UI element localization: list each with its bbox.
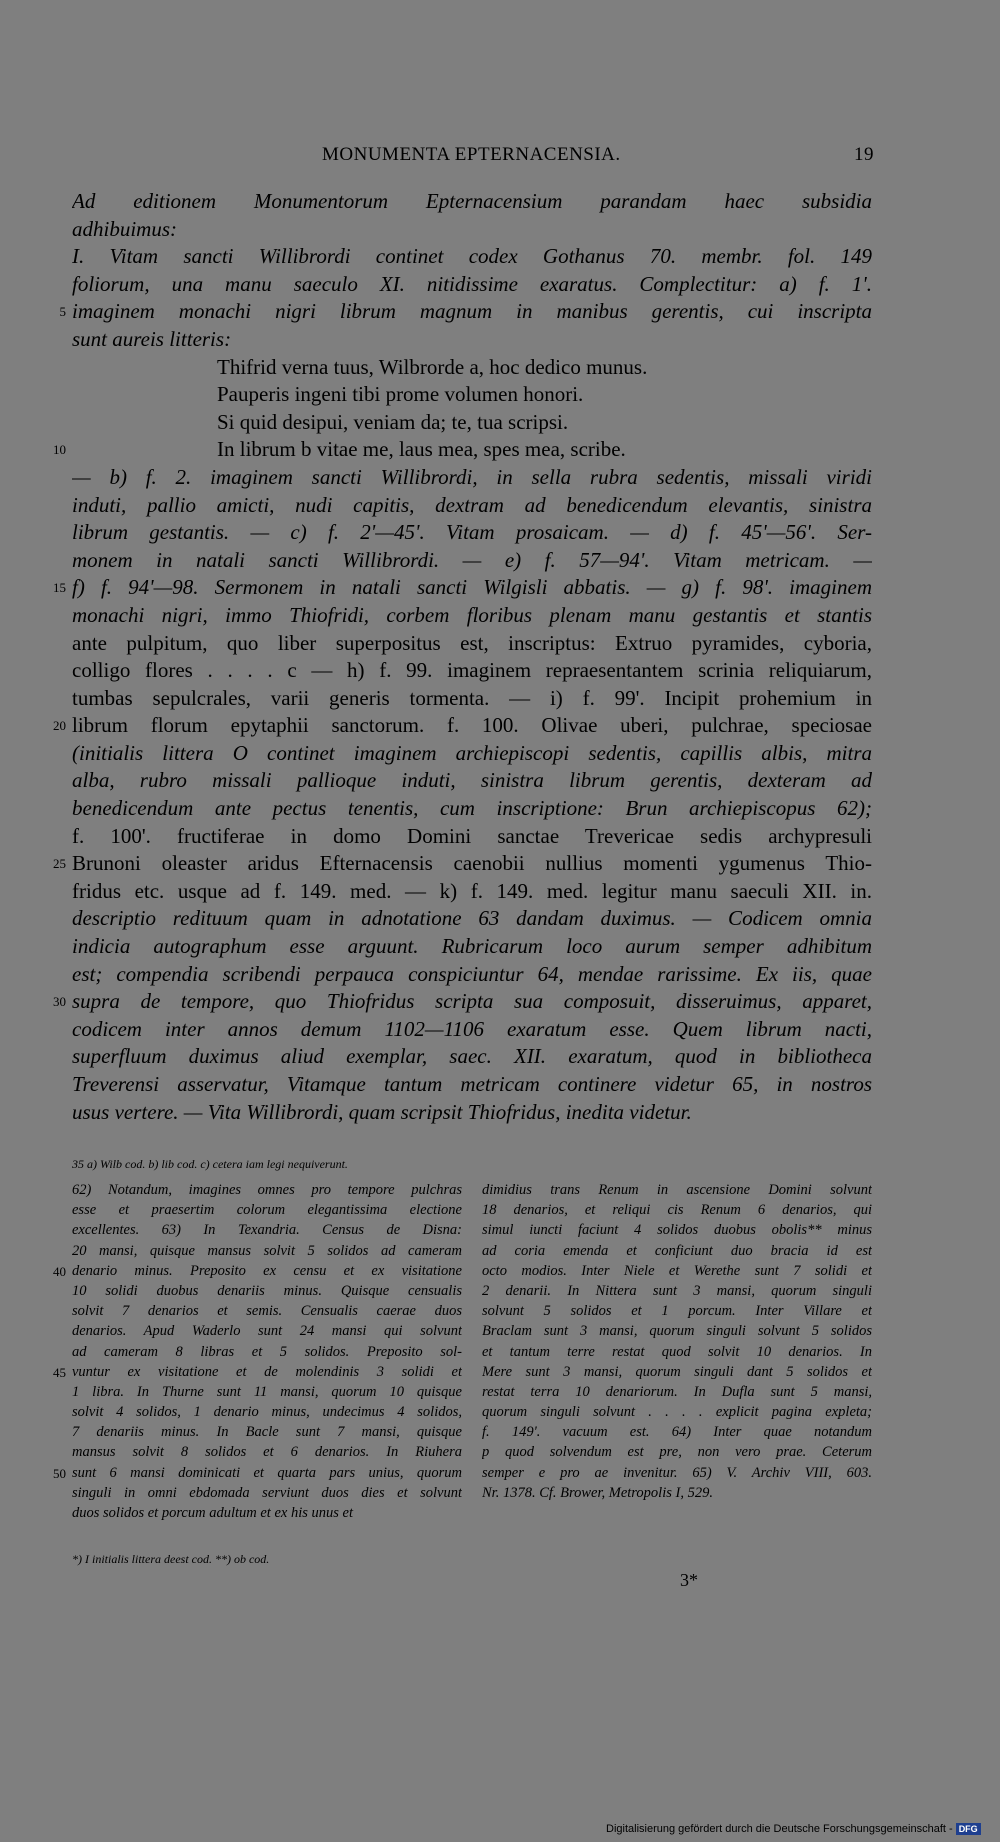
line-number: 25 xyxy=(53,856,66,872)
text-line: indicia autographum esse arguunt. Rubricarum loco aurum semper adhibitum xyxy=(72,934,872,959)
text-line: alba, rubro missali pallioque induti, sinistra librum gerentis, dexteram ad xyxy=(72,768,872,793)
page-number: 19 xyxy=(854,144,874,165)
text-line: librum florum epytaphii sanctorum. f. 100. Olivae uberi, pulchrae, speciosae xyxy=(72,713,872,738)
note-line: ad cameram 8 libras et 5 solidos. Preposito sol- xyxy=(72,1343,462,1360)
notes-left-column xyxy=(72,1180,462,1523)
text-line: colligo flores . . . . c — h) f. 99. imaginem repraesentantem scrinia reliquiarum, xyxy=(72,658,872,683)
text-line: codicem inter annos demum 1102—1106 exaratum esse. Quem librum nacti, xyxy=(72,1016,872,1041)
text-line: foliorum, una manu saeculo XI. nitidissime exaratus. Complectitur: a) f. 1'. xyxy=(72,271,872,296)
note-line: solvit 7 denarios et semis. Censualis caerae duos xyxy=(72,1303,462,1320)
text-line: descriptio redituum quam in adnotatione 63 dandam duximus. — Codicem omnia xyxy=(72,906,872,931)
text-line: Thifrid verna tuus, Wilbrorde a, hoc dedico munus. xyxy=(217,354,648,379)
text-line: Si quid desipui, veniam da; te, tua scripsi. xyxy=(217,409,569,434)
note-line: denarios. Apud Waderlo sunt 24 mansi qui solvunt xyxy=(72,1323,462,1340)
text-line: monachi nigri, immo Thiofridi, corbem floribus plenam manu gestantis et stantis xyxy=(72,602,872,627)
note-line: Mere sunt 3 mansi, quorum singuli dant 5 solidos et xyxy=(482,1363,872,1380)
note-line: 2 denarii. In Nittera sunt 3 mansi, quorum singuli xyxy=(482,1282,872,1299)
note-line: 18 denarios, et reliqui cis Renum 6 denarios, qui xyxy=(482,1202,872,1219)
note-line: p quod solvendum est pre, non vero prae. Ceterum xyxy=(482,1444,872,1461)
note-line: quorum singuli solvunt . . . . explicit pagina expleta; xyxy=(482,1404,872,1421)
text-line: adhibuimus: xyxy=(72,216,177,241)
note-line: semper e pro ae invenitur. 65) V. Archiv VIII, 603. xyxy=(482,1464,872,1481)
note-line: et tantum terre restat quod solvit 10 denarios. In xyxy=(482,1343,872,1360)
text-line: f. 100'. fructiferae in domo Domini sanctae Trevericae sedis archypresuli xyxy=(72,823,872,848)
footnotes-stars: *) I initialis littera deest cod. **) ob cod. xyxy=(72,1552,270,1566)
text-line: tumbas sepulcrales, varii generis tormenta. — i) f. 99'. Incipit prohemium in xyxy=(72,685,872,710)
line-number: 10 xyxy=(53,442,66,458)
text-line: sunt aureis litteris: xyxy=(72,326,232,351)
text-line: ante pulpitum, quo liber superpositus est, inscriptus: Extruo pyramides, cyboria, xyxy=(72,630,872,655)
note-line: mansus solvit 8 solidos et 6 denarios. In Riuhera xyxy=(72,1444,462,1461)
line-number: 5 xyxy=(59,304,66,320)
text-line: Pauperis ingeni tibi prome volumen honori. xyxy=(217,382,584,407)
line-number: 50 xyxy=(53,1465,66,1481)
text-line: induti, pallio amicti, nudi capitis, dextram ad benedicendum elevantis, sinistra xyxy=(72,492,872,517)
signature-mark: 3* xyxy=(680,1570,698,1590)
note-line: excellentes. 63) In Texandria. Census de Disna: xyxy=(72,1222,462,1239)
note-line: duos solidos et porcum adultum et ex his unus et xyxy=(72,1505,353,1521)
line-number: 30 xyxy=(53,994,66,1010)
text-line: librum gestantis. — c) f. 2'—45'. Vitam prosaicam. — d) f. 45'—56'. Ser- xyxy=(72,520,872,545)
text-line: est; compendia scribendi perpauca conspiciuntur 64, mendae rarissime. Ex iis, quae xyxy=(72,961,872,986)
footnotes-letters: 35 a) Wilb cod. b) lib cod. c) cetera iam legi nequiverunt. xyxy=(72,1157,348,1171)
dfg-logo: DFG xyxy=(956,1823,981,1835)
note-line: f. 149'. vacuum est. 64) Inter quae notandum xyxy=(482,1424,872,1441)
note-line: solvunt 5 solidos et 1 porcum. Inter Villare et xyxy=(482,1303,872,1320)
text-line: benedicendum ante pectus tenentis, cum inscriptione: Brun archiepiscopus 62); xyxy=(72,796,872,821)
note-line: singuli in omni ebdomada serviunt duos dies et solvunt xyxy=(72,1484,462,1501)
note-line: Nr. 1378. Cf. Brower, Metropolis I, 529. xyxy=(482,1484,713,1501)
line-number: 45 xyxy=(53,1364,66,1380)
line-number: 40 xyxy=(53,1263,66,1279)
note-line: ad coria emenda et conficiunt duo bracia id est xyxy=(482,1242,872,1259)
text-line: imaginem monachi nigri librum magnum in manibus gerentis, cui inscripta xyxy=(72,299,872,324)
text-line: Ad editionem Monumentorum Epternacensium parandam haec subsidia xyxy=(72,189,872,213)
text-line: supra de tempore, quo Thiofridus scripta sua composuit, disseruimus, apparet, xyxy=(72,989,872,1014)
note-line: denario minus. Preposito ex censu et ex visitatione xyxy=(72,1262,462,1279)
note-line: 1 libra. In Thurne sunt 11 mansi, quorum 10 quisque xyxy=(72,1383,462,1400)
text-line: usus vertere. — Vita Willibrordi, quam scripsit Thiofridus, inedita videtur. xyxy=(72,1099,692,1124)
line-number: 20 xyxy=(53,718,66,734)
text-line: superfluum duximus aliud exemplar, saec. XII. exaratum, quod in bibliotheca xyxy=(72,1044,872,1069)
editorial-notes xyxy=(72,1180,872,1540)
text-line: (initialis littera O continet imaginem archiepiscopi sedentis, capillis albis, mitra xyxy=(72,740,872,765)
digitization-credit xyxy=(606,1823,981,1835)
text-line: In librum b vitae me, laus mea, spes mea, scribe. xyxy=(217,437,626,462)
note-line: sunt 6 mansi dominicati et quarta pars unius, quorum xyxy=(72,1464,462,1481)
note-line: 62) Notandum, imagines omnes pro tempore pulchras xyxy=(72,1182,462,1198)
note-line: esse et praesertim colorum elegantissima electione xyxy=(72,1202,462,1219)
note-line: Braclam sunt 3 mansi, quorum singuli solvunt 5 solidos xyxy=(482,1323,872,1340)
text-line: f) f. 94'—98. Sermonem in natali sancti Wilgisli abbatis. — g) f. 98'. imaginem xyxy=(72,575,872,600)
text-line: fridus etc. usque ad f. 149. med. — k) f. 149. med. legitur manu saeculi XII. in. xyxy=(72,878,872,903)
note-line: octo modios. Inter Niele et Werethe sunt 7 solidi et xyxy=(482,1262,872,1279)
text-line: I. Vitam sancti Willibrordi continet codex Gothanus 70. membr. fol. 149 xyxy=(72,244,872,269)
note-line: 20 mansi, quisque mansus solvit 5 solidos ad cameram xyxy=(72,1242,462,1259)
line-number: 15 xyxy=(53,580,66,596)
text-line: Treverensi asservatur, Vitamque tantum metricam continere videtur 65, in nostros xyxy=(72,1072,872,1096)
main-text xyxy=(72,188,872,1126)
note-line: vuntur ex visitatione et de molendinis 3 solidi et xyxy=(72,1363,462,1380)
note-line: 10 solidi duobus denariis minus. Quisque censualis xyxy=(72,1282,462,1299)
note-line: dimidius trans Renum in ascensione Domini solvunt xyxy=(482,1182,872,1198)
note-line: restat terra 10 denariorum. In Dufla sunt 5 mansi, xyxy=(482,1383,872,1400)
running-title: MONUMENTA EPTERNACENSIA. xyxy=(322,144,621,165)
note-line: simul iuncti faciunt 4 solidos duobus obolis** minus xyxy=(482,1222,872,1239)
note-line: 7 denariis minus. In Bacle sunt 7 mansi, quisque xyxy=(72,1424,462,1441)
text-line: Brunoni oleaster aridus Efternacensis caenobii nullius momenti ygumenus Thio- xyxy=(72,851,872,876)
credit-text: Digitalisierung gefördert durch die Deutsche Forschungsgemeinschaft - xyxy=(606,1823,953,1835)
text-line: monem in natali sancti Willibrordi. — e) f. 57—94'. Vitam metricam. — xyxy=(72,547,872,572)
note-line: solvit 4 solidos, 1 denario minus, undecimus 4 solidos, xyxy=(72,1404,462,1421)
text-line: — b) f. 2. imaginem sancti Willibrordi, in sella rubra sedentis, missali viridi xyxy=(72,464,872,489)
notes-right-column xyxy=(482,1180,872,1503)
